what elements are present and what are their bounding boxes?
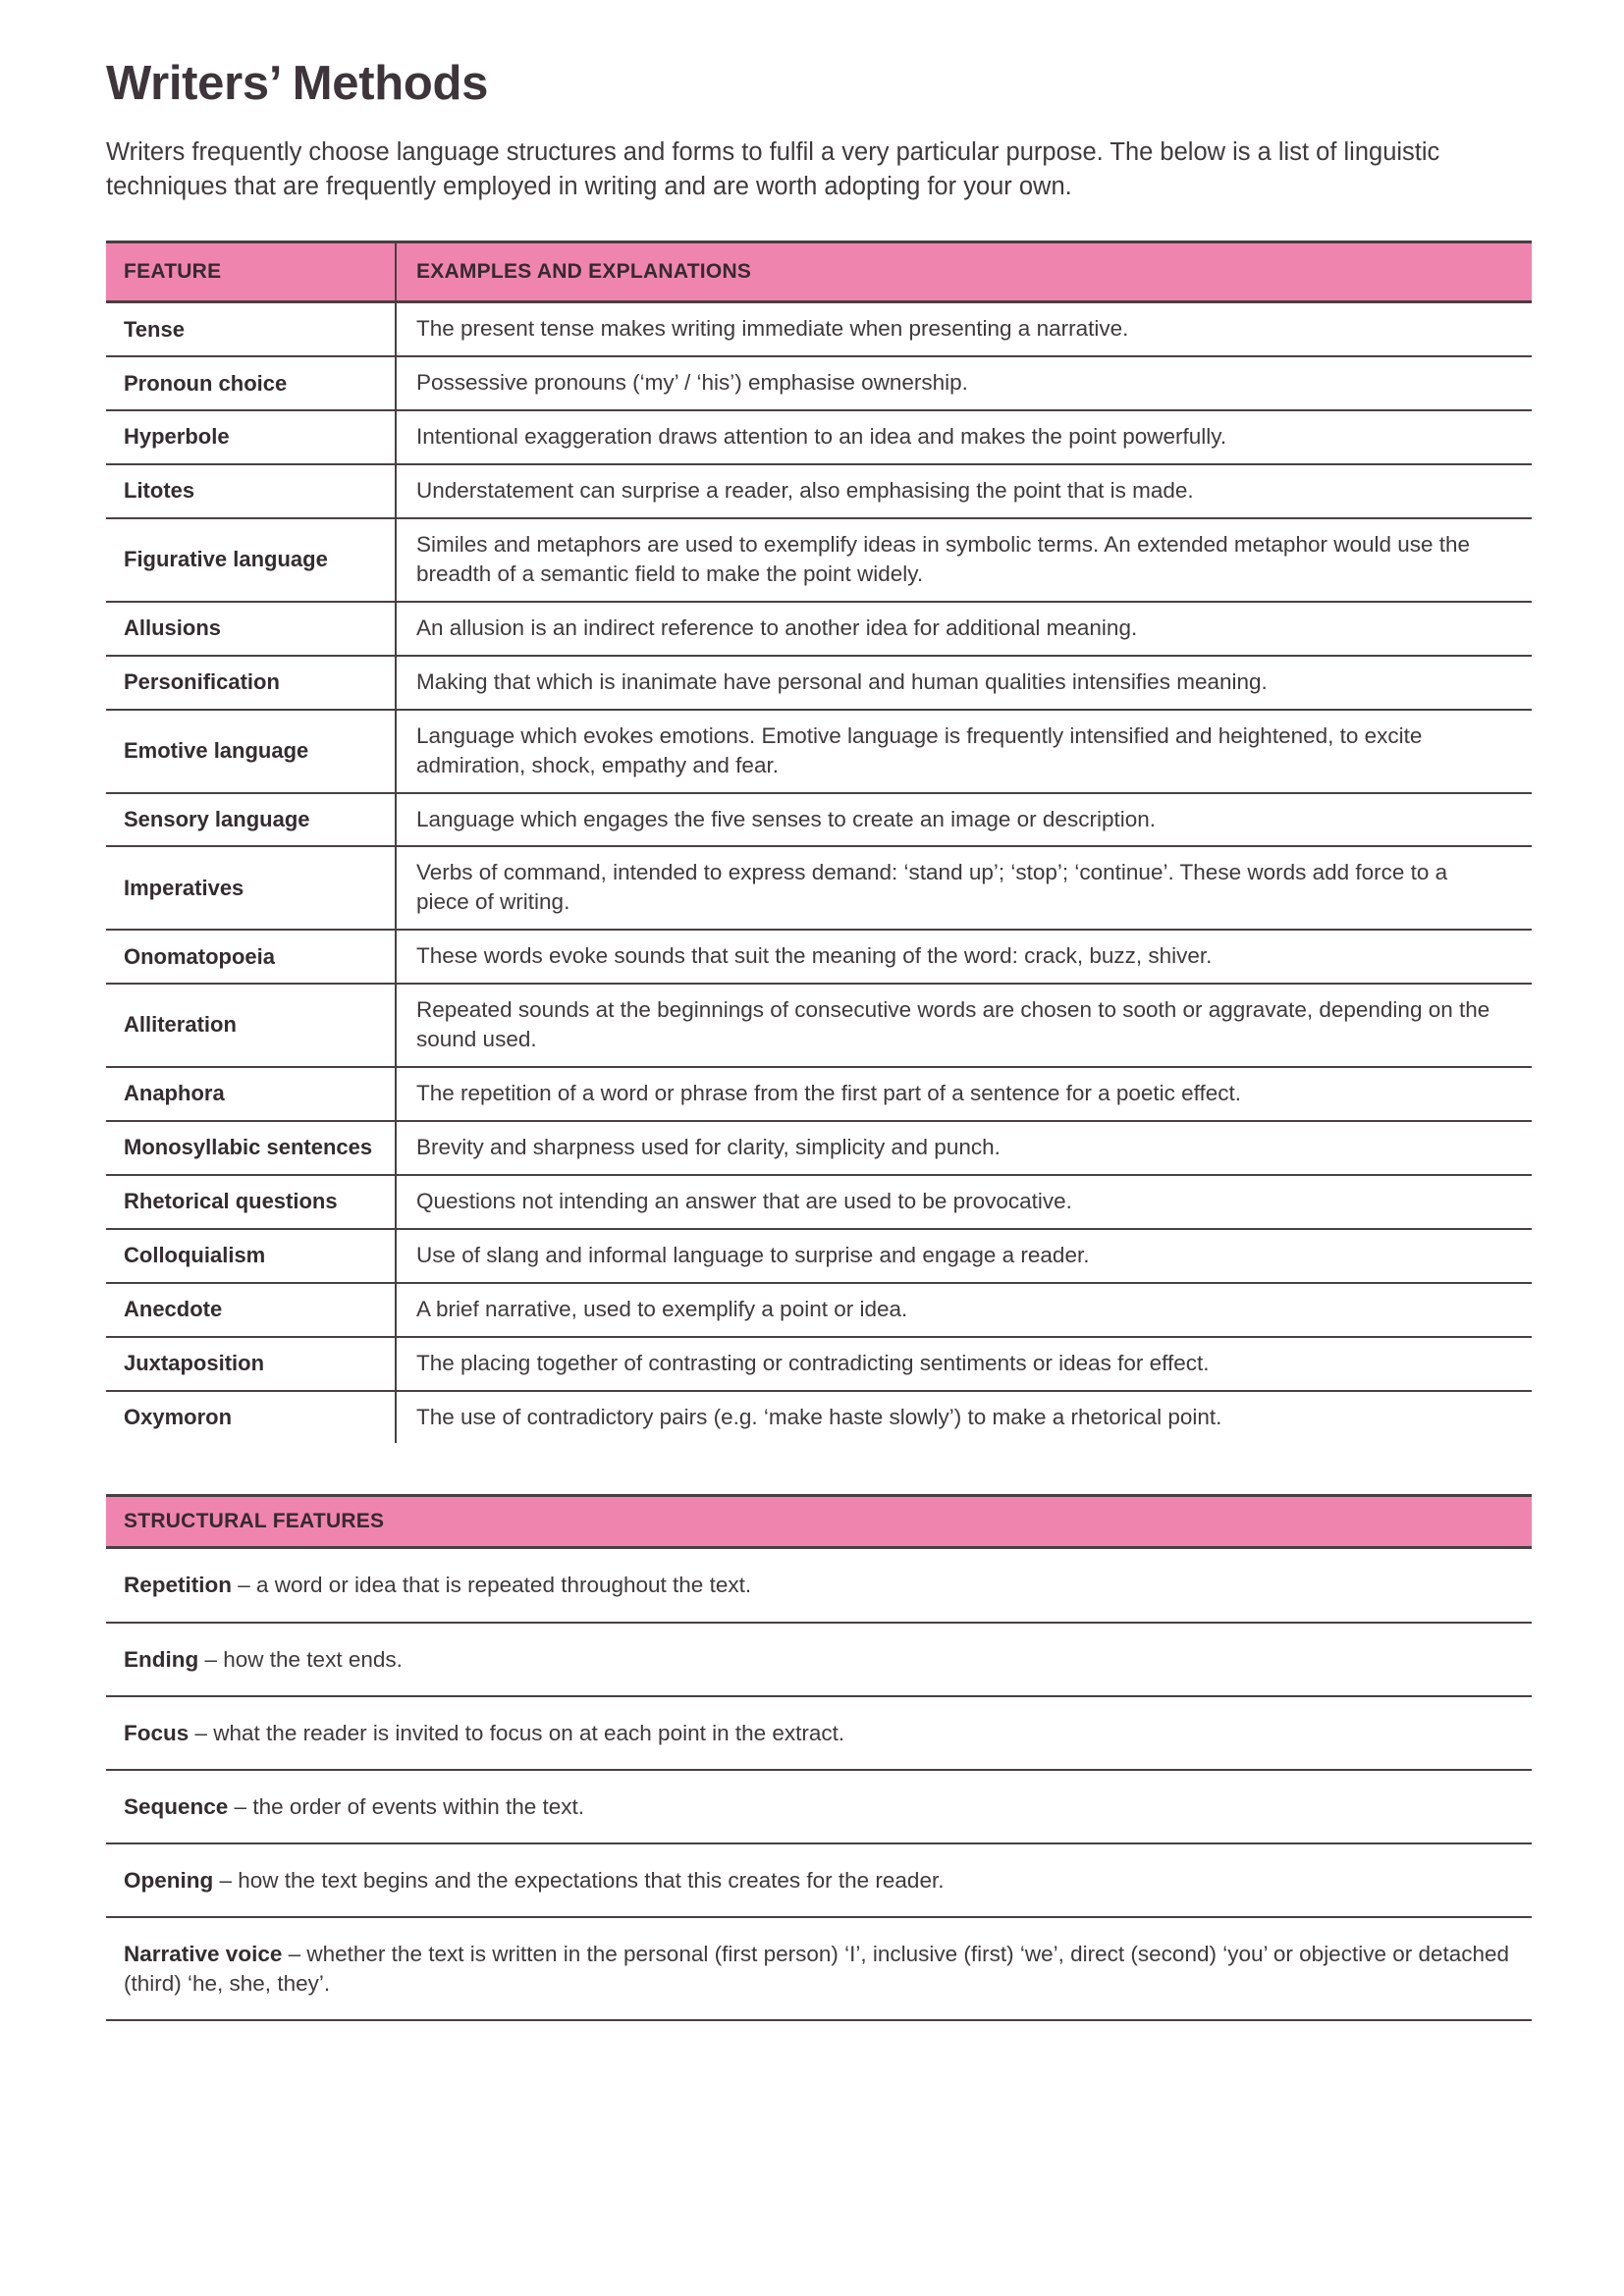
table-body xyxy=(106,302,1532,1444)
feature-name-cell: Tense xyxy=(106,302,396,356)
feature-name-cell: Colloquialism xyxy=(106,1229,396,1283)
column-header-examples: EXAMPLES AND EXPLANATIONS xyxy=(396,242,1532,302)
feature-description-cell: Intentional exaggeration draws attention to an idea and makes the point powerfully. xyxy=(396,410,1532,464)
feature-name-cell: Anaphora xyxy=(106,1067,396,1121)
table-row xyxy=(106,1067,1532,1121)
table-row xyxy=(106,602,1532,656)
table-row xyxy=(106,846,1532,930)
feature-description-cell: Brevity and sharpness used for clarity, simplicity and punch. xyxy=(396,1121,1532,1175)
feature-name-cell: Allusions xyxy=(106,602,396,656)
table-row xyxy=(106,518,1532,602)
feature-name-cell: Litotes xyxy=(106,464,396,518)
table-row xyxy=(106,1121,1532,1175)
structural-feature-definition: – whether the text is written in the personal (first person) ‘I’, inclusive (first) ‘we’, direct (second) ‘you’ or objective or detached (third) ‘he, she, they’. xyxy=(124,1942,1510,1997)
feature-description-cell: Language which engages the five senses to create an image or description. xyxy=(396,793,1532,847)
structural-features-header: STRUCTURAL FEATURES xyxy=(106,1494,1532,1549)
feature-name-cell: Alliteration xyxy=(106,984,396,1067)
feature-name-cell: Personification xyxy=(106,656,396,710)
table-row xyxy=(106,1229,1532,1283)
table-row xyxy=(106,1337,1532,1391)
feature-description-cell: The repetition of a word or phrase from the first part of a sentence for a poetic effect. xyxy=(396,1067,1532,1121)
table-row xyxy=(106,464,1532,518)
table-row xyxy=(106,656,1532,710)
list-item xyxy=(106,1624,1532,1697)
feature-description-cell: Understatement can surprise a reader, also emphasising the point that is made. xyxy=(396,464,1532,518)
feature-name-cell: Pronoun choice xyxy=(106,356,396,410)
feature-name-cell: Rhetorical questions xyxy=(106,1175,396,1229)
structural-features-section xyxy=(106,1494,1532,2021)
table-row xyxy=(106,356,1532,410)
table-row xyxy=(106,930,1532,984)
writers-methods-table xyxy=(106,240,1532,1443)
feature-description-cell: The placing together of contrasting or contradicting sentiments or ideas for effect. xyxy=(396,1337,1532,1391)
feature-description-cell: The use of contradictory pairs (e.g. ‘make haste slowly’) to make a rhetorical point. xyxy=(396,1391,1532,1444)
feature-description-cell: The present tense makes writing immediate when presenting a narrative. xyxy=(396,302,1532,356)
feature-name-cell: Imperatives xyxy=(106,846,396,930)
feature-description-cell: Questions not intending an answer that are used to be provocative. xyxy=(396,1175,1532,1229)
feature-description-cell: Similes and metaphors are used to exemplify ideas in symbolic terms. An extended metaphor would use the breadth of a semantic field to make the point widely. xyxy=(396,518,1532,602)
feature-name-cell: Emotive language xyxy=(106,710,396,793)
table-row xyxy=(106,710,1532,793)
feature-description-cell: A brief narrative, used to exemplify a point or idea. xyxy=(396,1283,1532,1337)
structural-feature-definition: – a word or idea that is repeated throughout the text. xyxy=(232,1573,752,1598)
feature-description-cell: These words evoke sounds that suit the meaning of the word: crack, buzz, shiver. xyxy=(396,930,1532,984)
structural-feature-term: Ending xyxy=(124,1646,199,1672)
list-item xyxy=(106,1549,1532,1623)
structural-feature-term: Narrative voice xyxy=(124,1942,283,1967)
list-item xyxy=(106,1697,1532,1771)
structural-features-list xyxy=(106,1549,1532,2021)
table-header xyxy=(106,242,1532,302)
intro-paragraph: Writers frequently choose language structures and forms to fulfil a very particular purpose. The below is a list of linguistic techniques that are frequently employed in writing and are worth adopting for your own. xyxy=(106,137,1440,200)
feature-name-cell: Sensory language xyxy=(106,793,396,847)
feature-description-cell: An allusion is an indirect reference to another idea for additional meaning. xyxy=(396,602,1532,656)
feature-name-cell: Monosyllabic sentences xyxy=(106,1121,396,1175)
feature-name-cell: Figurative language xyxy=(106,518,396,602)
structural-feature-term: Focus xyxy=(124,1720,189,1745)
feature-description-cell: Verbs of command, intended to express demand: ‘stand up’; ‘stop’; ‘continue’. These words add force to a piece of writing. xyxy=(396,846,1532,930)
feature-name-cell: Juxtaposition xyxy=(106,1337,396,1391)
structural-feature-term: Repetition xyxy=(124,1573,232,1598)
feature-name-cell: Hyperbole xyxy=(106,410,396,464)
structural-feature-definition: – how the text ends. xyxy=(198,1646,403,1672)
feature-description-cell: Language which evokes emotions. Emotive language is frequently intensified and heightened, to excite admiration, shock, empathy and fear. xyxy=(396,710,1532,793)
table-row xyxy=(106,1391,1532,1444)
list-item xyxy=(106,1918,1532,2021)
table-row xyxy=(106,1175,1532,1229)
table-row xyxy=(106,1283,1532,1337)
feature-name-cell: Anecdote xyxy=(106,1283,396,1337)
feature-description-cell: Repeated sounds at the beginnings of consecutive words are chosen to sooth or aggravate, depending on the sound used. xyxy=(396,984,1532,1067)
structural-feature-definition: – what the reader is invited to focus on at each point in the extract. xyxy=(189,1720,845,1745)
feature-name-cell: Onomatopoeia xyxy=(106,930,396,984)
table-header-row xyxy=(106,242,1532,302)
column-header-feature: FEATURE xyxy=(106,242,396,302)
feature-description-cell: Making that which is inanimate have personal and human qualities intensifies meaning. xyxy=(396,656,1532,710)
structural-feature-definition: – the order of events within the text. xyxy=(228,1793,584,1819)
list-item xyxy=(106,1844,1532,1918)
structural-feature-term: Sequence xyxy=(124,1793,229,1819)
structural-feature-term: Opening xyxy=(124,1868,214,1894)
list-item xyxy=(106,1771,1532,1844)
feature-description-cell: Possessive pronouns (‘my’ / ‘his’) emphasise ownership. xyxy=(396,356,1532,410)
table-row xyxy=(106,793,1532,847)
table-row xyxy=(106,410,1532,464)
table-row xyxy=(106,984,1532,1067)
page-title: Writers’ Methods xyxy=(106,57,489,110)
structural-feature-definition: – how the text begins and the expectations that this creates for the reader. xyxy=(213,1868,945,1894)
feature-name-cell: Oxymoron xyxy=(124,1404,233,1429)
table-row xyxy=(106,302,1532,356)
feature-description-cell: Use of slang and informal language to surprise and engage a reader. xyxy=(396,1229,1532,1283)
